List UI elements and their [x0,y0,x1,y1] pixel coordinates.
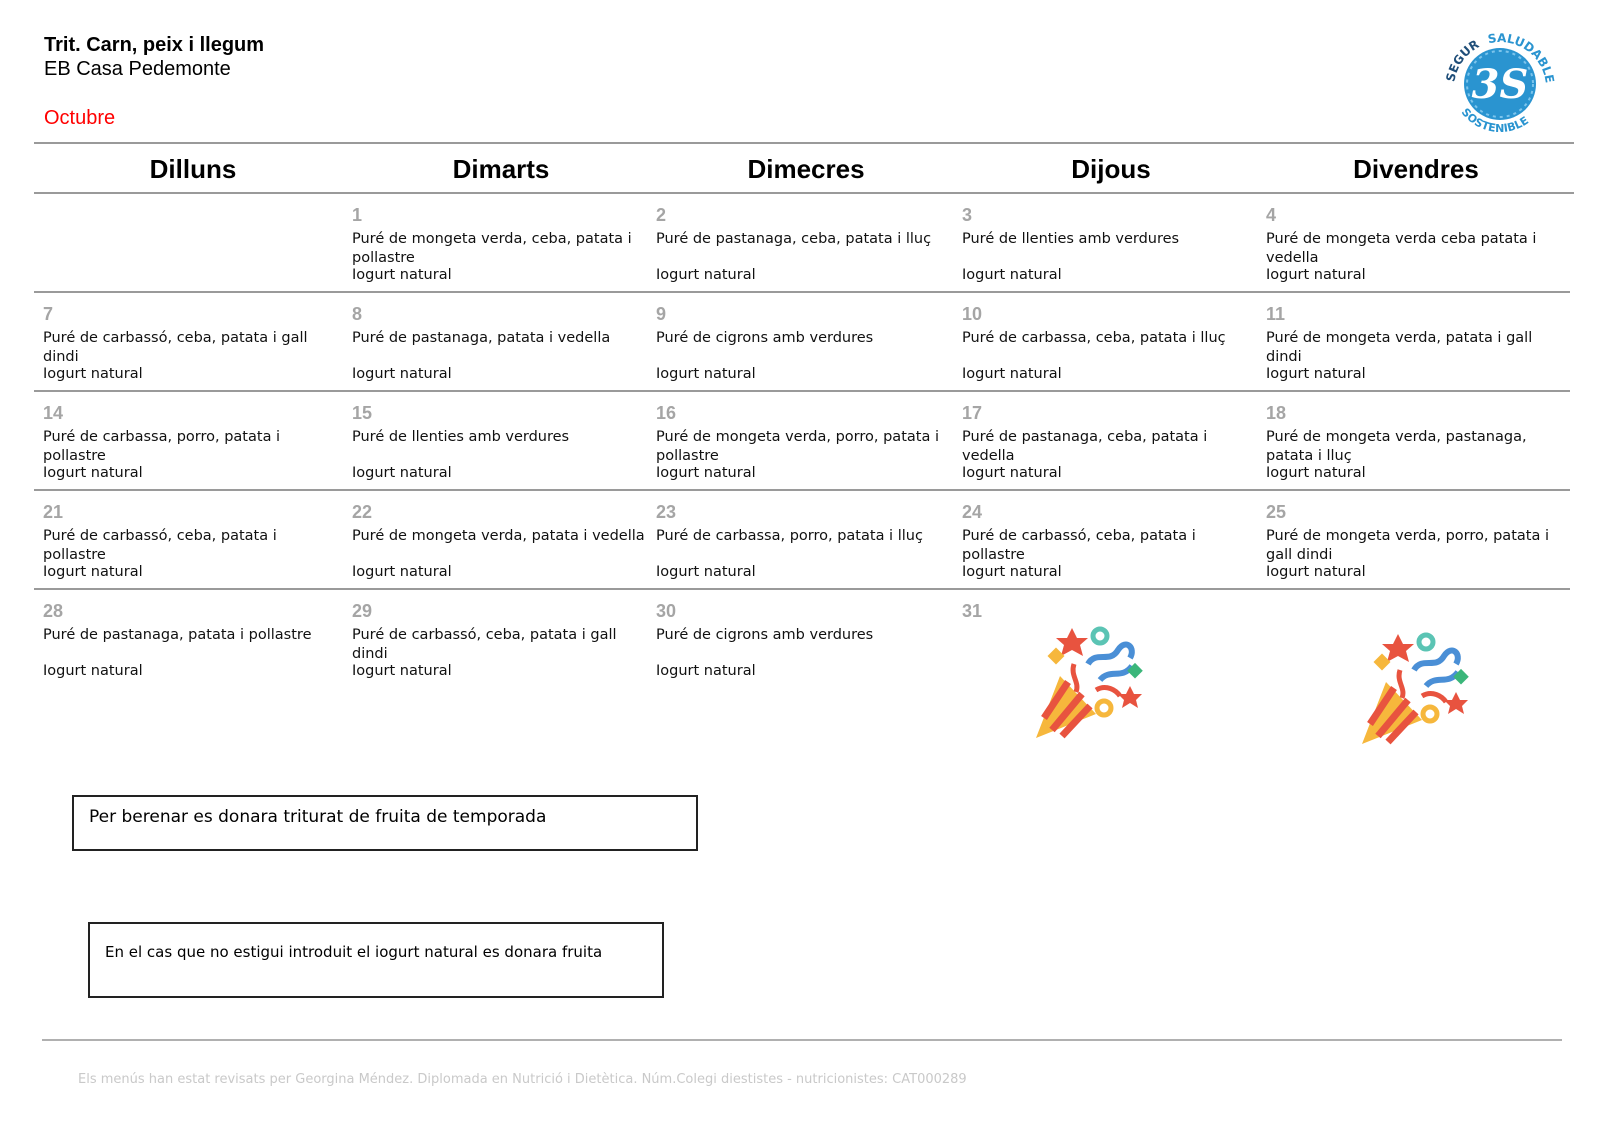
menu-day-cell [43,394,343,486]
menu-day-cell [656,493,956,585]
main-dish: Puré de mongeta verda, porro, patata i gall dindi [1266,528,1549,563]
menu-day-cell [352,196,652,288]
dessert: Iogurt natural [352,465,452,481]
day-number: 30 [656,601,677,621]
header-top-rule [34,142,1574,144]
svg-text:3S: 3S [1471,61,1529,108]
main-dish: Puré de carbassó, ceba, patata i pollastre [43,528,277,563]
menu-day-cell [352,592,652,684]
day-number: 29 [352,601,373,621]
main-dish: Puré de carbassa, porro, patata i pollastre [43,429,281,464]
dessert: Iogurt natural [962,465,1062,481]
menu-day-cell [656,295,956,387]
dessert: Iogurt natural [1266,564,1366,580]
menu-day-cell [352,394,652,486]
main-dish: Puré de carbassó, ceba, patata i gall dindi [352,627,617,662]
day-number: 3 [962,205,973,225]
yogurt-note-box [88,922,664,998]
menu-day-cell [1266,493,1566,585]
weekday-header: Dilluns [149,154,237,184]
main-dish: Puré de carbassa, porro, patata i lluç [656,528,923,544]
svg-text:SOSTENIBLE: SOSTENIBLE [1458,105,1531,136]
weekday-header: Dimecres [747,154,865,184]
dessert: Iogurt natural [352,366,452,382]
main-dish: Puré de carbassó, ceba, patata i gall dindi [43,330,308,365]
day-number: 22 [352,502,373,522]
svg-text:SEGUR: SEGUR [1443,36,1482,83]
day-number: 18 [1266,403,1287,423]
month-label: Octubre [44,107,116,129]
day-number: 1 [352,205,363,225]
menu-day-cell [1266,196,1566,288]
dessert: Iogurt natural [962,366,1062,382]
dessert: Iogurt natural [43,564,143,580]
day-number: 14 [43,403,64,423]
segur-saludable-sostenible-logo [1436,18,1564,146]
dessert: Iogurt natural [962,564,1062,580]
menu-day-cell [43,493,343,585]
menu-day-cell [962,493,1262,585]
weekday-header: Dimarts [452,154,550,184]
dessert: Iogurt natural [43,366,143,382]
main-dish: Puré de pastanaga, patata i vedella [352,330,611,346]
svg-text:SALUDABLE: SALUDABLE [1486,30,1557,85]
day-number: 15 [352,403,373,423]
main-dish: Puré de carbassó, ceba, patata i pollastre [962,528,1196,563]
header-bottom-rule [34,192,1574,194]
main-dish: Puré de llenties amb verdures [962,231,1180,247]
menu-day-cell [43,295,343,387]
day-number: 23 [656,502,677,522]
main-dish: Puré de cigrons amb verdures [656,330,874,346]
main-dish: Puré de cigrons amb verdures [656,627,874,643]
dessert: Iogurt natural [656,663,756,679]
main-dish: Puré de mongeta verda, patata i vedella [352,528,645,544]
dessert: Iogurt natural [1266,465,1366,481]
dessert: Iogurt natural [656,267,756,283]
main-dish: Puré de mongeta verda, patata i gall dindi [1266,330,1533,365]
menu-day-cell [656,196,956,288]
menu-day-cell [352,295,652,387]
snack-note-box [72,795,698,851]
menu-title: Trit. Carn, peix i llegum [44,34,265,56]
day-number: 25 [1266,502,1287,522]
day-number: 10 [962,304,983,324]
day-number: 9 [656,304,667,324]
week-separator [34,489,1570,491]
menu-day-cell [656,592,956,684]
party-popper-icon [1356,626,1486,756]
footer-credits: Els menús han estat revisats per Georgina Méndez. Diplomada en Nutrició i Dietètica. Núm.Colegi diestistes - nutricionistes: CAT000289 [78,1072,967,1087]
menu-day-cell [43,592,343,684]
dessert: Iogurt natural [43,663,143,679]
menu-day-cell [352,493,652,585]
menu-day-cell [1266,394,1566,486]
day-number: 24 [962,502,983,522]
main-dish: Puré de llenties amb verdures [352,429,570,445]
main-dish: Puré de mongeta verda ceba patata i vedella [1266,231,1537,266]
day-number: 31 [962,601,983,621]
main-dish: Puré de mongeta verda, pastanaga, patata i lluç [1266,429,1527,464]
main-dish: Puré de carbassa, ceba, patata i lluç [962,330,1226,346]
dessert: Iogurt natural [656,564,756,580]
party-popper-icon [1030,620,1160,750]
week-separator [34,390,1570,392]
menu-day-cell [962,295,1262,387]
main-dish: Puré de pastanaga, ceba, patata i vedella [962,429,1208,464]
yogurt-note-text: En el cas que no estigui introduit el iogurt natural es donara fruita [105,943,603,961]
day-number: 7 [43,304,54,324]
dessert: Iogurt natural [1266,267,1366,283]
day-number: 17 [962,403,983,423]
dessert: Iogurt natural [352,267,452,283]
dessert: Iogurt natural [43,465,143,481]
day-number: 11 [1266,304,1286,324]
dessert: Iogurt natural [656,465,756,481]
week-separator [34,291,1570,293]
day-number: 16 [656,403,677,423]
day-number: 2 [656,205,667,225]
menu-day-cell [656,394,956,486]
dessert: Iogurt natural [962,267,1062,283]
menu-day-cell [962,394,1262,486]
main-dish: Puré de mongeta verda, ceba, patata i pollastre [352,231,632,266]
week-separator [34,588,1570,590]
dessert: Iogurt natural [1266,366,1366,382]
day-number: 21 [43,502,64,522]
dessert: Iogurt natural [352,663,452,679]
day-number: 8 [352,304,363,324]
footer-rule [42,1039,1562,1041]
school-name: EB Casa Pedemonte [44,58,231,80]
dessert: Iogurt natural [656,366,756,382]
menu-day-cell [1266,295,1566,387]
day-number: 28 [43,601,64,621]
dessert: Iogurt natural [352,564,452,580]
day-number: 4 [1266,205,1277,225]
main-dish: Puré de pastanaga, ceba, patata i lluç [656,231,932,247]
main-dish: Puré de mongeta verda, porro, patata i pollastre [656,429,939,464]
weekday-header: Divendres [1353,154,1479,184]
snack-note-text: Per berenar es donara triturat de fruita de temporada [89,807,547,827]
menu-day-cell [962,196,1262,288]
weekday-header: Dijous [1071,154,1151,184]
main-dish: Puré de pastanaga, patata i pollastre [43,627,312,643]
